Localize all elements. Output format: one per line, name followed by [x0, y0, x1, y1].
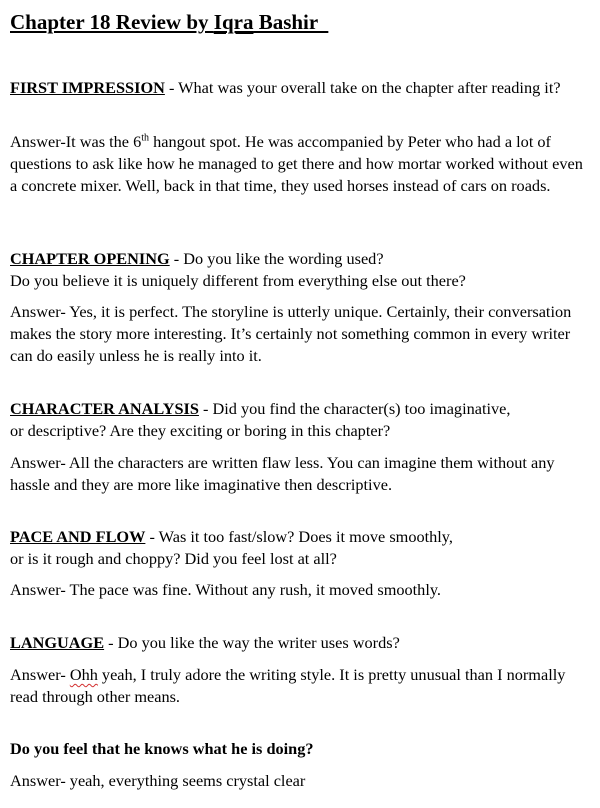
- language-question: [10, 632, 594, 654]
- chapter-opening-answer: Answer- Yes, it is perfect. The storyline is utterly unique. Certainly, their conversation makes the story more interesting. It’s certainly not something common in every writer can do easily unless he is really into it.: [10, 302, 572, 365]
- first-impression-answer-pre: Answer-It was the 6: [10, 132, 142, 151]
- title-name-first: Iqra: [213, 10, 254, 34]
- first-impression-question-text: - What was your overall take on the chapter after reading it?: [164, 78, 561, 97]
- language-answer-ohh: Ohh: [69, 665, 98, 684]
- final-question: Do you feel that he knows what he is doing?: [10, 739, 314, 758]
- section-chapter-opening: [10, 248, 594, 292]
- character-analysis-heading: CHARACTER ANALYSIS: [10, 399, 199, 418]
- first-impression-answer: [10, 131, 594, 197]
- section-character-analysis: [10, 398, 594, 442]
- character-analysis-question: [10, 398, 594, 420]
- language-answer-post: yeah, I truly adore the writing style. It is pretty unusual than I normally read through other means.: [10, 665, 566, 706]
- language-answer: [10, 664, 594, 708]
- first-impression-heading: FIRST IMPRESSION: [10, 78, 165, 97]
- first-impression-question: [10, 77, 594, 99]
- section-pace-and-flow: [10, 526, 594, 570]
- section-language: [10, 632, 594, 654]
- character-analysis-question-line1: - Did you find the character(s) too imaginative,: [198, 399, 511, 418]
- final-answer: Answer- yeah, everything seems crystal clear: [10, 771, 306, 790]
- character-analysis-question-line2: or descriptive? Are they exciting or boring in this chapter?: [10, 421, 391, 440]
- section-first-impression: [10, 77, 594, 99]
- language-question-text: - Do you like the way the writer uses words?: [104, 633, 400, 652]
- page-title: [10, 10, 328, 35]
- pace-and-flow-question: [10, 526, 594, 548]
- chapter-opening-question: [10, 248, 594, 270]
- first-impression-answer-sup: th: [141, 132, 150, 144]
- language-heading: LANGUAGE: [10, 633, 105, 652]
- title-name-rest: Bashir: [253, 10, 329, 34]
- chapter-opening-question-line2: Do you believe it is uniquely different from everything else out there?: [10, 271, 466, 290]
- language-answer-pre: Answer-: [10, 665, 70, 684]
- chapter-opening-question-line1: - Do you like the wording used?: [169, 249, 384, 268]
- pace-and-flow-question-line1: - Was it too fast/slow? Does it move smoothly,: [145, 527, 453, 546]
- character-analysis-answer: Answer- All the characters are written flaw less. You can imagine them without any hassle and they are more like imaginative then descriptive.: [10, 453, 555, 494]
- pace-and-flow-heading: PACE AND FLOW: [10, 527, 146, 546]
- chapter-opening-heading: CHAPTER OPENING: [10, 249, 170, 268]
- title-prefix: Chapter 18 Review by: [10, 10, 214, 34]
- pace-and-flow-answer: Answer- The pace was fine. Without any rush, it moved smoothly.: [10, 580, 441, 599]
- pace-and-flow-question-line2: or is it rough and choppy? Did you feel lost at all?: [10, 549, 337, 568]
- first-impression-answer-post: hangout spot. He was accompanied by Peter who had a lot of questions to ask like how he managed to get there and how mortar worked without even a concrete mixer. Well, back in that time, they used horses instead of cars on roads.: [10, 132, 583, 195]
